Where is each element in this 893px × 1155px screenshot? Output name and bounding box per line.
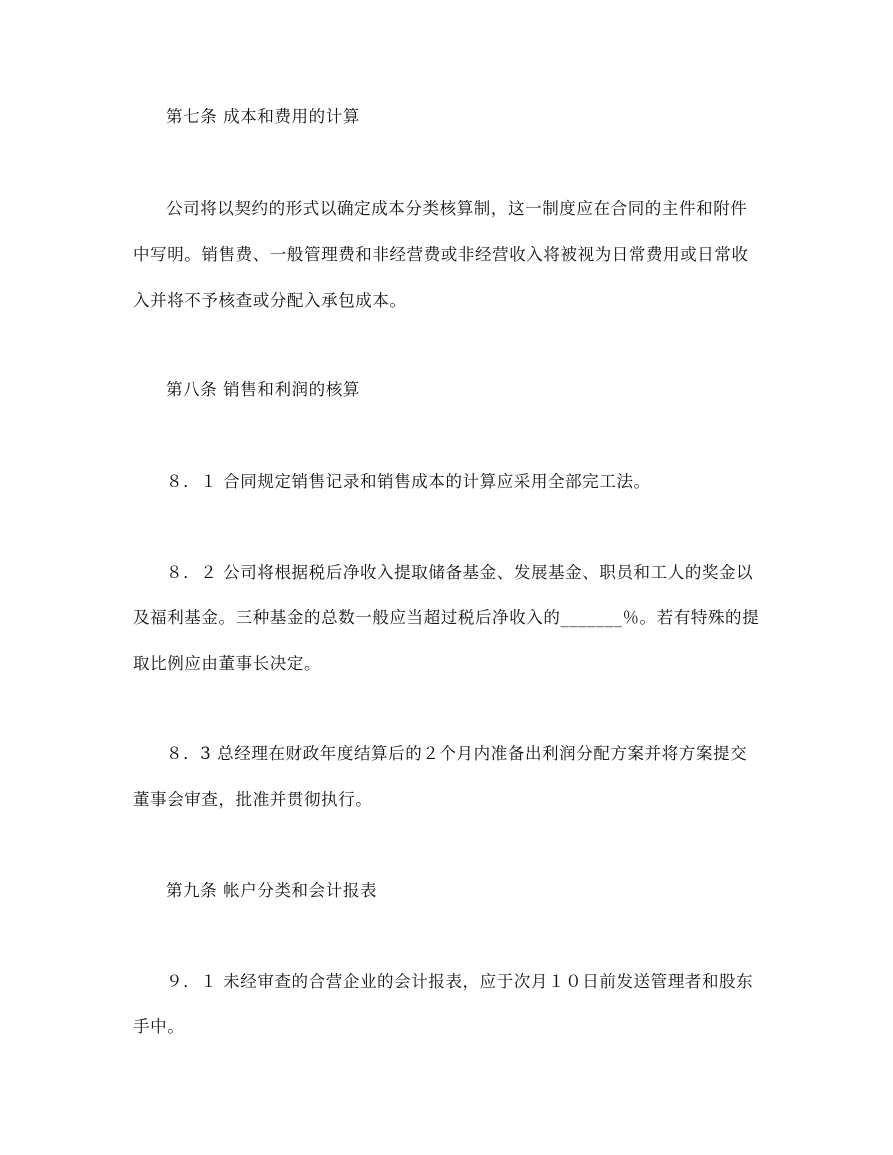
clause-9-1-line-2: 手中。	[133, 1017, 185, 1036]
clause-8-1-line-1: ８．１ 合同规定销售记录和销售成本的计算应采用全部完工法。	[166, 472, 651, 491]
article-7-paragraph-line-2: 中写明。销售费、一般管理费和非经营费或非经营收入将被视为日常费用或日常收	[133, 245, 749, 264]
article-7-paragraph-line-1: 公司将以契约的形式以确定成本分类核算制，这一制度应在合同的主件和附件	[166, 199, 748, 218]
clause-9-1-line-1: ９．１ 未经审查的合营企业的会计报表，应于次月１０日前发送管理者和股东	[166, 972, 754, 991]
clause-8-2-line-1: ８．２ 公司将根据税后净收入提取储备基金、发展基金、职员和工人的奖金以	[166, 563, 754, 582]
clause-8-3-line-2: 董事会审查，批准并贯彻执行。	[133, 790, 373, 809]
clause-8-2-line-3: 取比例应由董事长决定。	[133, 654, 322, 673]
clause-8-2-line-2: 及福利基金。三种基金的总数一般应当超过税后净收入的_______％。若有特殊的提	[133, 608, 760, 627]
article-8-heading: 第八条 销售和利润的核算	[166, 380, 360, 399]
article-7-paragraph-line-3: 入并将不予核查或分配入承包成本。	[133, 291, 407, 310]
clause-8-3-line-1: ８．3 总经理在财政年度结算后的２个月内准备出利润分配方案并将方案提交	[166, 744, 748, 763]
article-7-heading: 第七条 成本和费用的计算	[166, 107, 360, 126]
article-9-heading: 第九条 帐户分类和会计报表	[166, 881, 378, 900]
